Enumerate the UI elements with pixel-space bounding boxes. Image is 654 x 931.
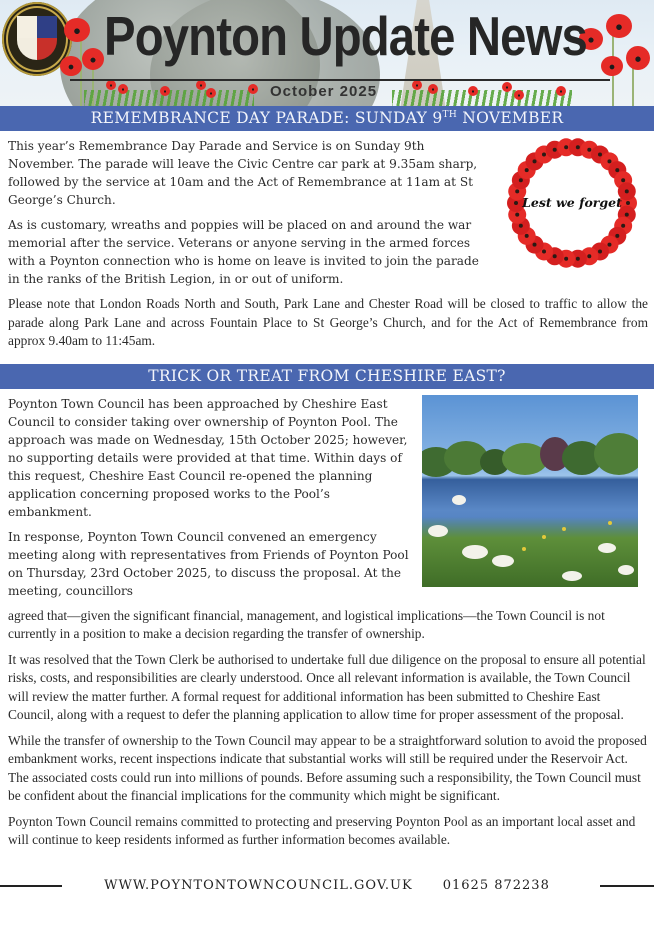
- poppy-icon: [248, 84, 258, 94]
- phone-number: 01625 872238: [442, 877, 550, 893]
- remembrance-section: [0, 106, 654, 358]
- pool-paragraph-5: While the transfer of ownership to the Town Council may appear to be a straightforward solution to avoid the proposed embankment works, recent inspections indicate that substantial works will still be required under the Reservoir Act. The associated costs could run into millions of pounds. Before assuming such a responsibility, the Town Council must be confident about the financial implications for the community which might be significant.: [8, 732, 647, 803]
- poppy-wreath-image: [504, 137, 640, 269]
- pool-paragraph-6: Poynton Town Council remains committed to protecting and preserving Poynton Pool as an important local asset and will continue to keep residents informed as further information becomes available.: [8, 813, 636, 847]
- pool-paragraph-2: In response, Poynton Town Council convened an emergency meeting along with representatives from Friends of Poynton Pool on Thursday, 23rd October 2025, to discuss the proposal. At the meeting, councillors: [8, 529, 409, 598]
- wreath-caption: Lest we forget: [522, 195, 622, 210]
- poppy-icon: [82, 48, 104, 70]
- heading-superscript: TH: [442, 110, 457, 120]
- pool-paragraph-4: It was resolved that the Town Clerk be authorised to undertake full due diligence on the proposal to ensure all potential risks, costs, and responsibilities are clearly understood. Once all relevant information is available, the Town Council will review the matter further. A formal request for additional information has been submitted to Cheshire East Council, along with a request to defer the planning application to allow time for proper assessment of the proposal.: [8, 651, 646, 722]
- poppy-icon: [412, 80, 422, 90]
- edition-date: October 2025: [270, 83, 378, 100]
- poppy-icon: [428, 84, 438, 94]
- poppy-icon: [106, 80, 116, 90]
- footer-divider-right: [600, 885, 654, 887]
- grass-decoration: [392, 90, 572, 106]
- page-footer: [0, 871, 654, 901]
- poppy-icon: [118, 84, 128, 94]
- poppy-icon: [160, 86, 170, 96]
- footer-contact: [0, 876, 654, 896]
- remembrance-paragraph-1: This year’s Remembrance Day Parade and Service is on Sunday 9th November. The parade will leave the Civic Centre car park at 9.35am sharp, followed by the service at 10am and the Act of Remembrance at 11am at St George’s Church.: [8, 139, 478, 207]
- pool-paragraph-3: agreed that—given the significant financial, management, and logistical implications—the Town Council is not currently in a position to make a decision regarding the transfer of ownership.: [8, 607, 605, 641]
- section-heading-remembrance: [0, 106, 654, 131]
- poppy-icon: [502, 82, 512, 92]
- poppy-icon: [468, 86, 478, 96]
- newsletter-title: Poynton Update News: [104, 5, 587, 67]
- heading-text-tail: NOVEMBER: [457, 109, 564, 127]
- remembrance-paragraph-2: As is customary, wreaths and poppies will be placed on and around the war memorial after the service. Veterans or anyone serving in the armed forces with a Poynton connection who is home on leave is invited to join the parade in the ranks of the British Legion, in or out of uniform.: [8, 218, 479, 286]
- poynton-pool-section: [0, 364, 654, 857]
- poppy-icon: [626, 46, 650, 70]
- section-heading-trick-or-treat: TRICK OR TREAT FROM CHESHIRE EAST?: [0, 364, 654, 389]
- poppy-icon: [60, 56, 82, 76]
- poppy-icon: [206, 88, 216, 98]
- poppy-icon: [606, 14, 632, 38]
- poynton-pool-photo: [422, 395, 638, 587]
- poppy-icon: [514, 90, 524, 100]
- poppy-icon: [196, 80, 206, 90]
- masthead-divider: [70, 79, 610, 81]
- masthead-banner: [0, 0, 654, 106]
- coat-of-arms-icon: [17, 16, 57, 60]
- poppy-icon: [64, 18, 90, 42]
- poppy-icon: [601, 56, 623, 76]
- heading-text: REMEMBRANCE DAY PARADE: SUNDAY 9: [90, 109, 443, 127]
- website-link[interactable]: WWW.POYNTONTOWNCOUNCIL.GOV.UK: [104, 877, 413, 893]
- remembrance-paragraph-road-closures: Please note that London Roads North and South, Park Lane and Chester Road will be closed to traffic to allow the parade along Park Lane and across Fountain Place to St George’s Church, and for the Act of Remembrance from approx 9.40am to 11:45am.: [8, 296, 648, 348]
- poppy-icon: [556, 86, 566, 96]
- pool-paragraph-1: Poynton Town Council has been approached by Cheshire East Council to consider taking over ownership of Poynton Pool. The approach was made on Wednesday, 15th October 2025; however, no supporting details were provided at that time. Within days of this request, Cheshire East Council re-opened the planning application concerning proposed works to the Pool’s embankment.: [8, 396, 408, 519]
